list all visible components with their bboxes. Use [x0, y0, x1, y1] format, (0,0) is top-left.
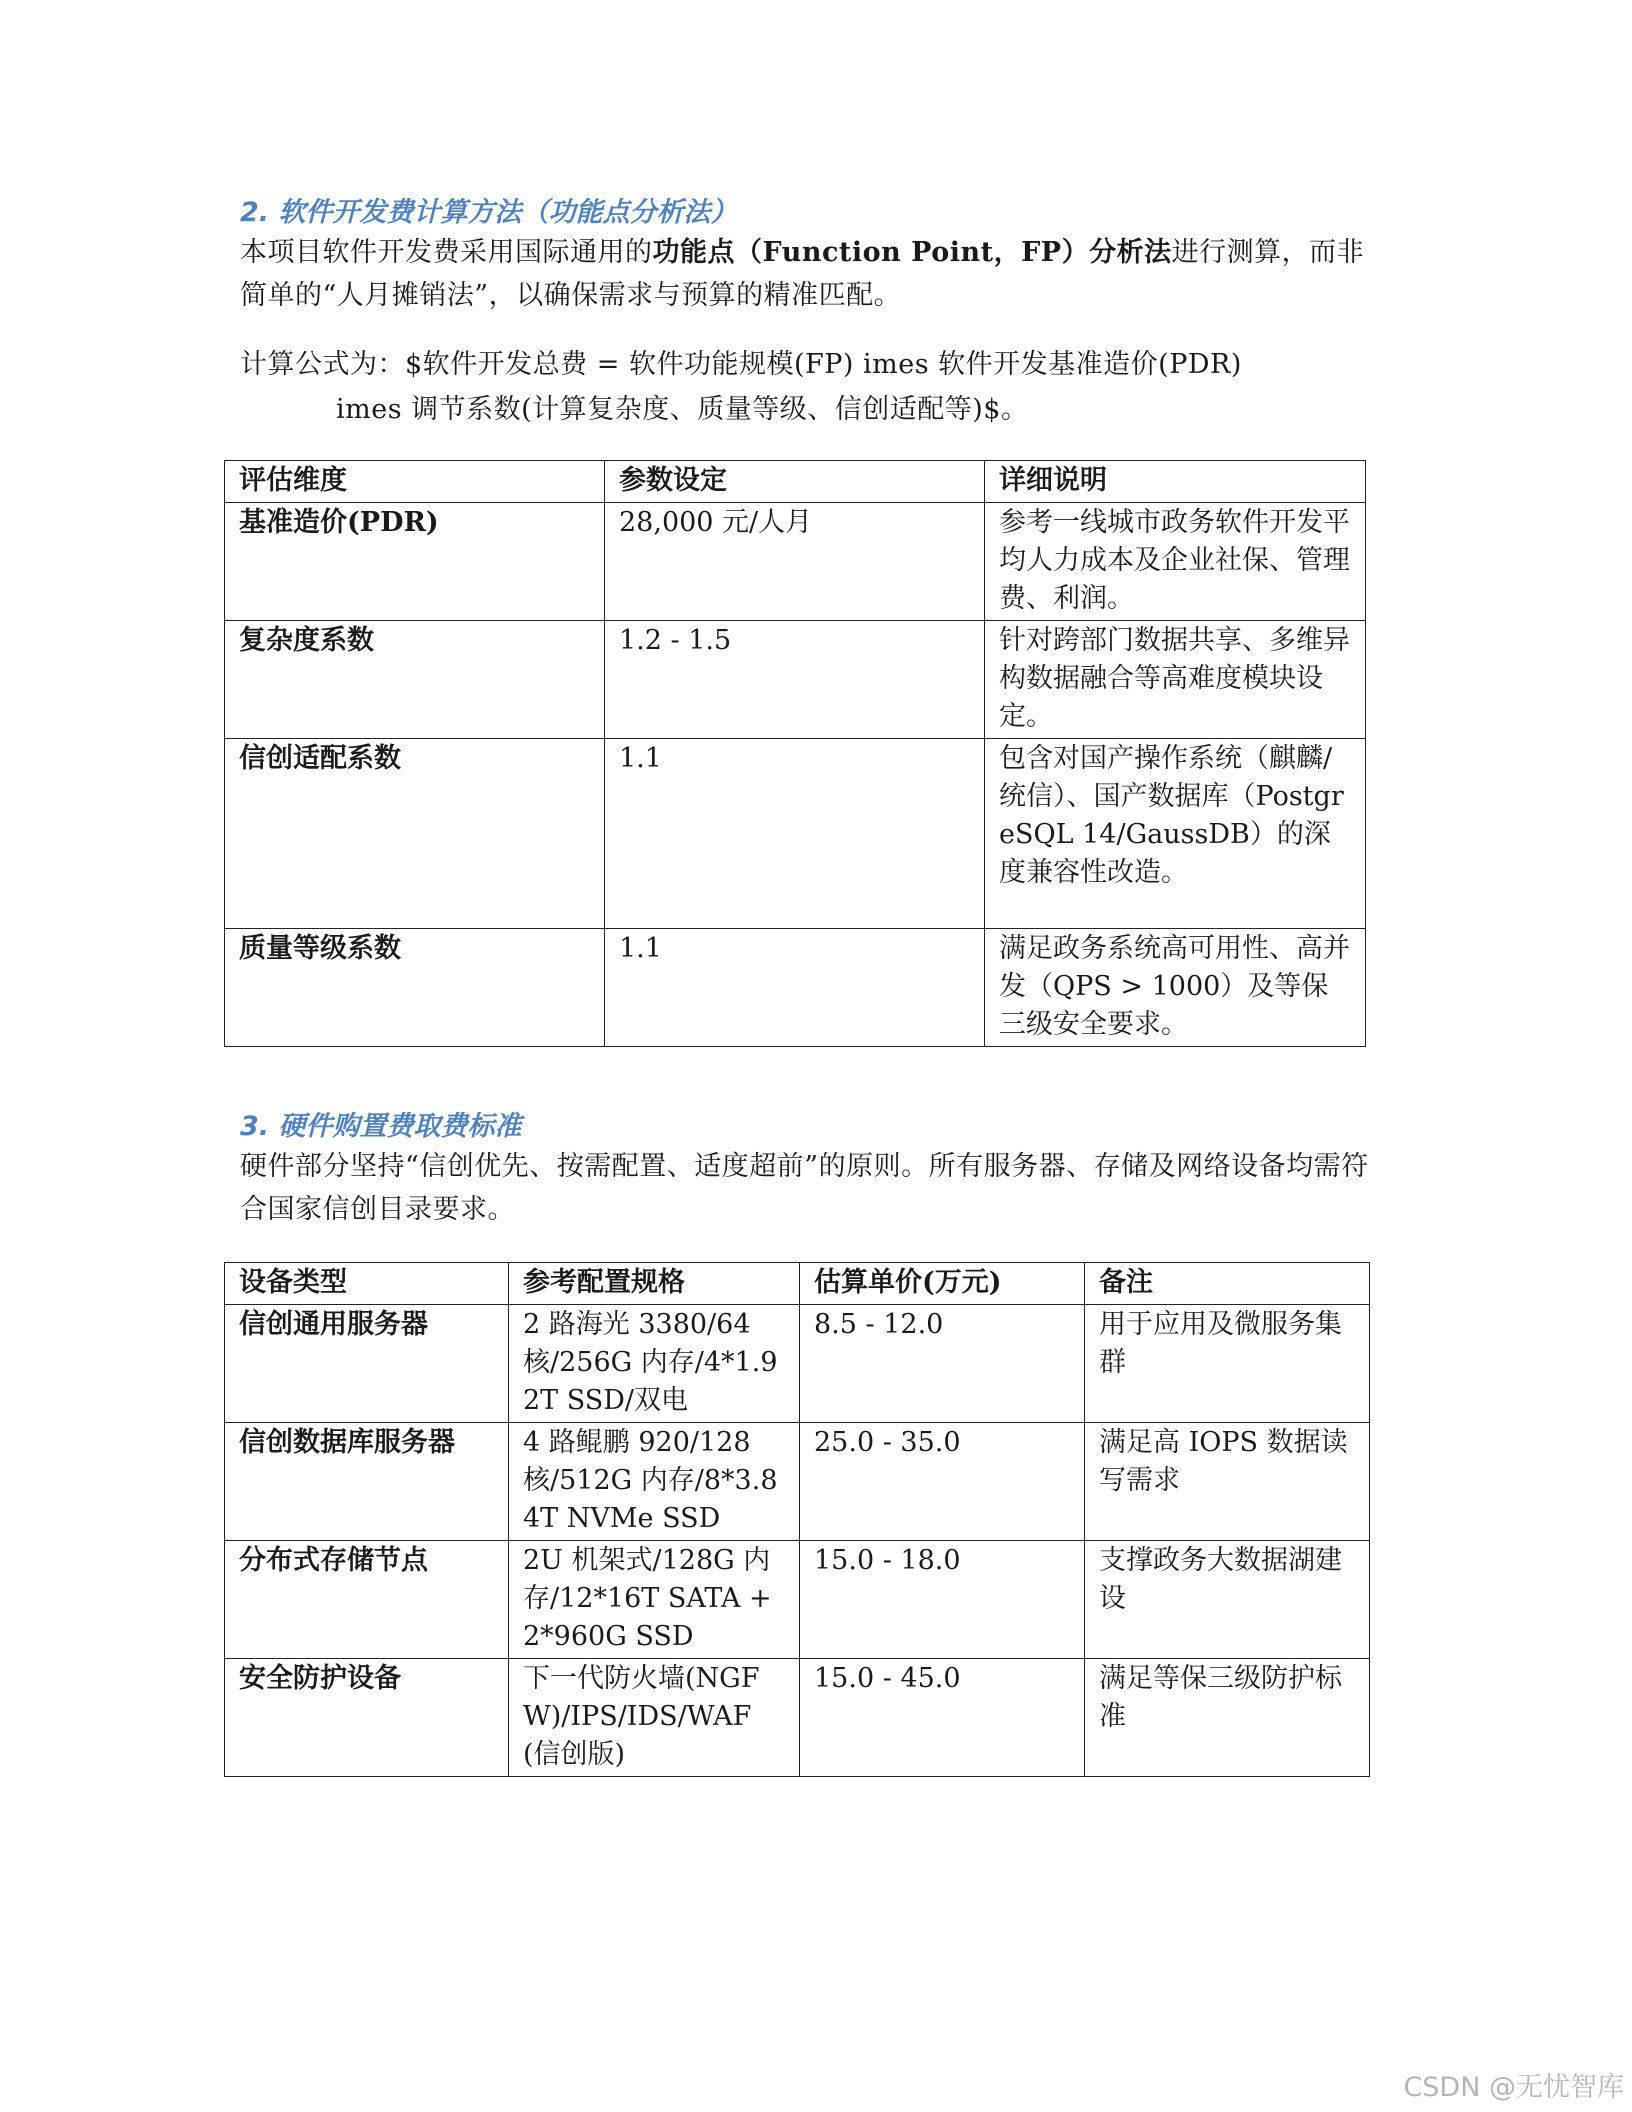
cell-device-type: 信创数据库服务器	[225, 1423, 509, 1541]
cell-dimension: 基准造价(PDR)	[225, 503, 605, 621]
table-header-row	[225, 1263, 1370, 1305]
cell-remark: 满足高 IOPS 数据读写需求	[1085, 1423, 1370, 1541]
intro-bold-analysis: 分析法	[1089, 237, 1172, 268]
cell-price: 8.5 - 12.0	[800, 1305, 1085, 1423]
intro-prefix: 本项目软件开发费采用国际通用的	[240, 237, 653, 268]
formula	[240, 342, 1390, 432]
cell-note: 参考一线城市政务软件开发平均人力成本及企业社保、管理费、利润。	[985, 503, 1366, 621]
section-2-intro	[240, 231, 1390, 317]
table-row	[225, 621, 1366, 739]
cell-dimension: 质量等级系数	[225, 929, 605, 1047]
header-parameter: 参数设定	[605, 461, 985, 503]
section-3-intro: 硬件部分坚持“信创优先、按需配置、适度超前”的原则。所有服务器、存储及网络设备均需符合国家信创目录要求。	[240, 1151, 1369, 1225]
table-row	[225, 1659, 1370, 1777]
intro-suffix: 进行测算，而非简单的“人月摊销法”，以确保需求与预算的精准匹配。	[240, 237, 1365, 311]
table-row	[225, 739, 1366, 929]
cell-price: 25.0 - 35.0	[800, 1423, 1085, 1541]
cell-value: 1.1	[605, 739, 985, 929]
header-device-type: 设备类型	[225, 1263, 509, 1305]
table-header-row	[225, 461, 1366, 503]
header-remark: 备注	[1085, 1263, 1370, 1305]
cell-note: 针对跨部门数据共享、多维异构数据融合等高难度模块设定。	[985, 621, 1366, 739]
cell-spec: 下一代防火墙(NGFW)/IPS/IDS/WAF(信创版)	[509, 1659, 800, 1777]
intro-bold-function-point: 功能点	[652, 237, 735, 268]
table-row	[225, 1305, 1370, 1423]
formula-line-1: 计算公式为：$软件开发总费 = 软件功能规模(FP) imes 软件开发基准造价(PDR)	[240, 349, 1242, 380]
cell-device-type: 分布式存储节点	[225, 1541, 509, 1659]
table-row	[225, 503, 1366, 621]
cell-remark: 满足等保三级防护标准	[1085, 1659, 1370, 1777]
formula-line-2: imes 调节系数(计算复杂度、质量等级、信创适配等)$。	[336, 394, 1029, 425]
watermark: CSDN @无忧智库	[1403, 2072, 1624, 2103]
cell-value: 1.2 - 1.5	[605, 621, 985, 739]
table-row	[225, 1541, 1370, 1659]
header-description: 详细说明	[985, 461, 1366, 503]
cell-spec: 4 路鲲鹏 920/128 核/512G 内存/8*3.84T NVMe SSD	[509, 1423, 800, 1541]
cell-note: 满足政务系统高可用性、高并发（QPS > 1000）及等保三级安全要求。	[985, 929, 1366, 1047]
table-row	[225, 1423, 1370, 1541]
cell-price: 15.0 - 18.0	[800, 1541, 1085, 1659]
hardware-cost-table	[224, 1262, 1370, 1777]
header-spec: 参考配置规格	[509, 1263, 800, 1305]
cell-dimension: 复杂度系数	[225, 621, 605, 739]
header-price: 估算单价(万元)	[800, 1263, 1085, 1305]
cell-device-type: 安全防护设备	[225, 1659, 509, 1777]
section-2-heading: 2. 软件开发费计算方法（功能点分析法）	[240, 197, 738, 228]
cell-device-type: 信创通用服务器	[225, 1305, 509, 1423]
cell-value: 1.1	[605, 929, 985, 1047]
software-cost-table	[224, 460, 1366, 1047]
cell-remark: 用于应用及微服务集群	[1085, 1305, 1370, 1423]
header-dimension: 评估维度	[225, 461, 605, 503]
cell-spec: 2 路海光 3380/64 核/256G 内存/4*1.92T SSD/双电	[509, 1305, 800, 1423]
cell-price: 15.0 - 45.0	[800, 1659, 1085, 1777]
cell-dimension: 信创适配系数	[225, 739, 605, 929]
table-row	[225, 929, 1366, 1047]
intro-fp-paren: （Function Point，FP）	[735, 237, 1090, 268]
cell-spec: 2U 机架式/128G 内存/12*16T SATA + 2*960G SSD	[509, 1541, 800, 1659]
section-3-heading: 3. 硬件购置费取费标准	[240, 1111, 522, 1142]
cell-value: 28,000 元/人月	[605, 503, 985, 621]
cell-note: 包含对国产操作系统（麒麟/统信）、国产数据库（PostgreSQL 14/GaussDB）的深度兼容性改造。	[985, 739, 1366, 929]
cell-remark: 支撑政务大数据湖建设	[1085, 1541, 1370, 1659]
